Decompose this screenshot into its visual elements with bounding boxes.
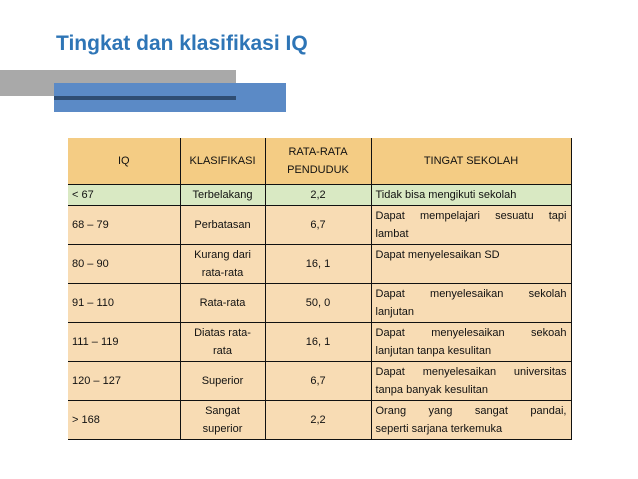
cell-tingkat-sekolah — [371, 244, 571, 283]
header-tingkat-sekolah: TINGAT SEKOLAH — [371, 138, 571, 184]
table-header-row — [68, 138, 571, 184]
table-row — [68, 184, 571, 205]
cell-klasifikasi: Terbelakang — [180, 184, 265, 205]
cell-text-line1: Dapat menyelesaikan SD — [375, 248, 500, 261]
cell-klasifikasi: Superior — [180, 361, 265, 400]
cell-rata-rata: 16, 1 — [265, 244, 371, 283]
cell-text-line1: Diatas rata- — [194, 326, 251, 339]
cell-text-line2: rata-rata — [201, 266, 244, 279]
cell-iq: 111 – 119 — [68, 322, 180, 361]
cell-rata-rata: 6,7 — [265, 205, 371, 244]
cell-text-line2: lambat — [375, 227, 409, 240]
cell-text-line1: Kurang dari — [194, 248, 251, 261]
cell-text-line1: Dapat menyelesaikan sekoah — [375, 326, 567, 339]
cell-text-line2: seperti sarjana terkemuka — [375, 422, 503, 435]
cell-tingkat-sekolah — [371, 400, 571, 439]
cell-rata-rata: 6,7 — [265, 361, 371, 400]
header-rata-line2: PENDUDUK — [287, 163, 349, 176]
header-iq: IQ — [68, 138, 180, 184]
cell-text-line2 — [376, 264, 567, 282]
cell-klasifikasi — [180, 322, 265, 361]
cell-klasifikasi — [180, 244, 265, 283]
decor-dark-line — [54, 96, 236, 100]
cell-rata-rata: 50, 0 — [265, 283, 371, 322]
header-klasifikasi: KLASIFIKASI — [180, 138, 265, 184]
cell-text-line1: Orang yang sangat pandai, — [375, 404, 567, 417]
cell-text-line2: superior — [202, 422, 243, 435]
cell-tingkat-sekolah — [371, 205, 571, 244]
header-rata-line1: RATA-RATA — [288, 145, 348, 158]
cell-iq: 91 – 110 — [68, 283, 180, 322]
cell-tingkat-sekolah — [371, 361, 571, 400]
cell-tingkat-sekolah: Tidak bisa mengikuti sekolah — [371, 184, 571, 205]
table-row — [68, 400, 571, 439]
slide-title: Tingkat dan klasifikasi IQ — [56, 32, 308, 55]
cell-iq: 120 – 127 — [68, 361, 180, 400]
iq-classification-table — [68, 138, 572, 440]
cell-text-line1: Dapat menyelesaikan sekolah — [375, 287, 567, 300]
cell-tingkat-sekolah — [371, 283, 571, 322]
table-row — [68, 322, 571, 361]
cell-text-line1: Sangat — [205, 404, 240, 417]
cell-iq: > 168 — [68, 400, 180, 439]
table-row — [68, 205, 571, 244]
cell-klasifikasi: Perbatasan — [180, 205, 265, 244]
cell-iq: < 67 — [68, 184, 180, 205]
cell-rata-rata: 2,2 — [265, 184, 371, 205]
cell-tingkat-sekolah — [371, 322, 571, 361]
table-row — [68, 244, 571, 283]
cell-text-line2: tanpa banyak kesulitan — [375, 383, 489, 396]
cell-text-line2: lanjutan — [375, 305, 415, 318]
cell-text-line1: Dapat menyelesaikan universitas — [375, 365, 567, 378]
header-rata-rata — [265, 138, 371, 184]
table-row — [68, 361, 571, 400]
cell-iq: 68 – 79 — [68, 205, 180, 244]
cell-rata-rata: 2,2 — [265, 400, 371, 439]
cell-iq: 80 – 90 — [68, 244, 180, 283]
cell-klasifikasi — [180, 400, 265, 439]
cell-text-line2: rata — [213, 344, 232, 357]
cell-klasifikasi: Rata-rata — [180, 283, 265, 322]
cell-rata-rata: 16, 1 — [265, 322, 371, 361]
table-row — [68, 283, 571, 322]
cell-text-line2: lanjutan tanpa kesulitan — [375, 344, 492, 357]
cell-text-line1: Dapat mempelajari sesuatu tapi — [375, 209, 567, 222]
